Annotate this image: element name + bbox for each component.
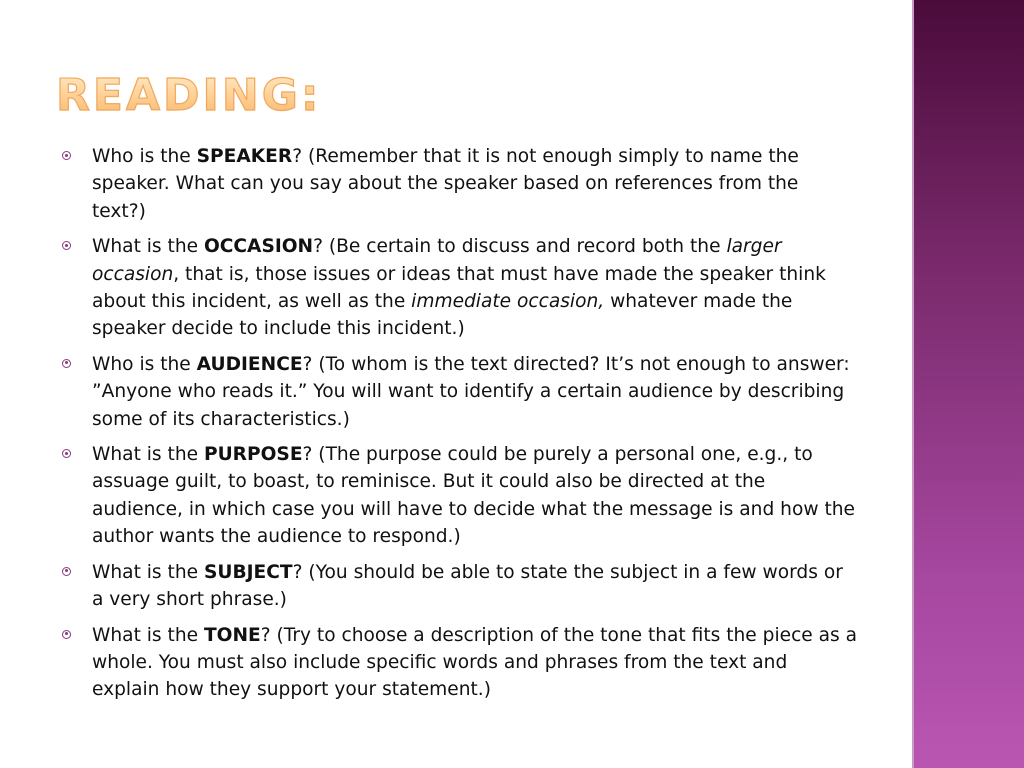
bullet-text: ? (To whom is the text directed? It’s not enough to answer: ”Anyone who reads it.” You will want to identify a certain audience by describing some of its characteristics.) (92, 353, 850, 430)
bullet-text: ? (The purpose could be purely a personal one, e.g., to assuage guilt, to boast, to reminisce. But it could also be directed at the audience, in which case you will have to decide what the message is and how the author wants the audience to respond.) (92, 444, 855, 548)
bullet-keyword: TONE (203, 624, 261, 646)
bullet-text: , that is, those issues or ideas that must have made the speaker think about this incident, as well as the (92, 263, 826, 313)
bullet-prefix: Who is the (92, 146, 197, 167)
bullet-prefix: What is the (92, 561, 204, 583)
bullet-text: ? (Remember that it is not enough simply to name the speaker. What can you say about the speaker based on references from the text?) (92, 146, 799, 222)
bullet-keyword: SPEAKER (196, 146, 293, 167)
bullet-list (58, 143, 858, 712)
circle-dot-bullet-icon (62, 359, 71, 368)
circle-dot-bullet-icon (62, 449, 71, 458)
bullet-prefix: What is the (92, 236, 204, 258)
bullet-emphasis: larger occasion (92, 236, 782, 285)
bullet-item-audience (58, 351, 858, 433)
circle-dot-bullet-icon (62, 567, 71, 576)
bullet-prefix: What is the (92, 624, 204, 646)
bullet-prefix: What is the (92, 444, 204, 466)
bullet-item-occasion (58, 233, 858, 343)
bullet-prefix: Who is the (92, 353, 197, 375)
circle-dot-bullet-icon (62, 630, 71, 639)
bullet-keyword: AUDIENCE (196, 353, 303, 375)
bullet-keyword: OCCASION (203, 236, 314, 258)
bullet-text: ? (You should be able to state the subject in a few words or a very short phrase.) (92, 561, 843, 611)
decorative-side-band (912, 0, 1024, 768)
bullet-emphasis: immediate occasion, (411, 291, 605, 313)
bullet-keyword: PURPOSE (203, 444, 303, 466)
circle-dot-bullet-icon (62, 241, 71, 250)
circle-dot-bullet-icon (62, 151, 71, 160)
bullet-text: ? (Be certain to discuss and record both the (313, 236, 727, 258)
bullet-item-subject (58, 559, 858, 614)
bullet-item-tone (58, 622, 858, 704)
slide-title: READING: (56, 66, 321, 126)
bullet-keyword: SUBJECT (203, 561, 293, 583)
bullet-item-purpose (58, 441, 858, 551)
bullet-text: ? (Try to choose a description of the tone that fits the piece as a whole. You must also include specific words and phrases from the text and explain how they support your statement.) (92, 624, 858, 701)
bullet-text: whatever made the speaker decide to include this incident.) (92, 291, 793, 340)
bullet-item-speaker (58, 143, 858, 225)
